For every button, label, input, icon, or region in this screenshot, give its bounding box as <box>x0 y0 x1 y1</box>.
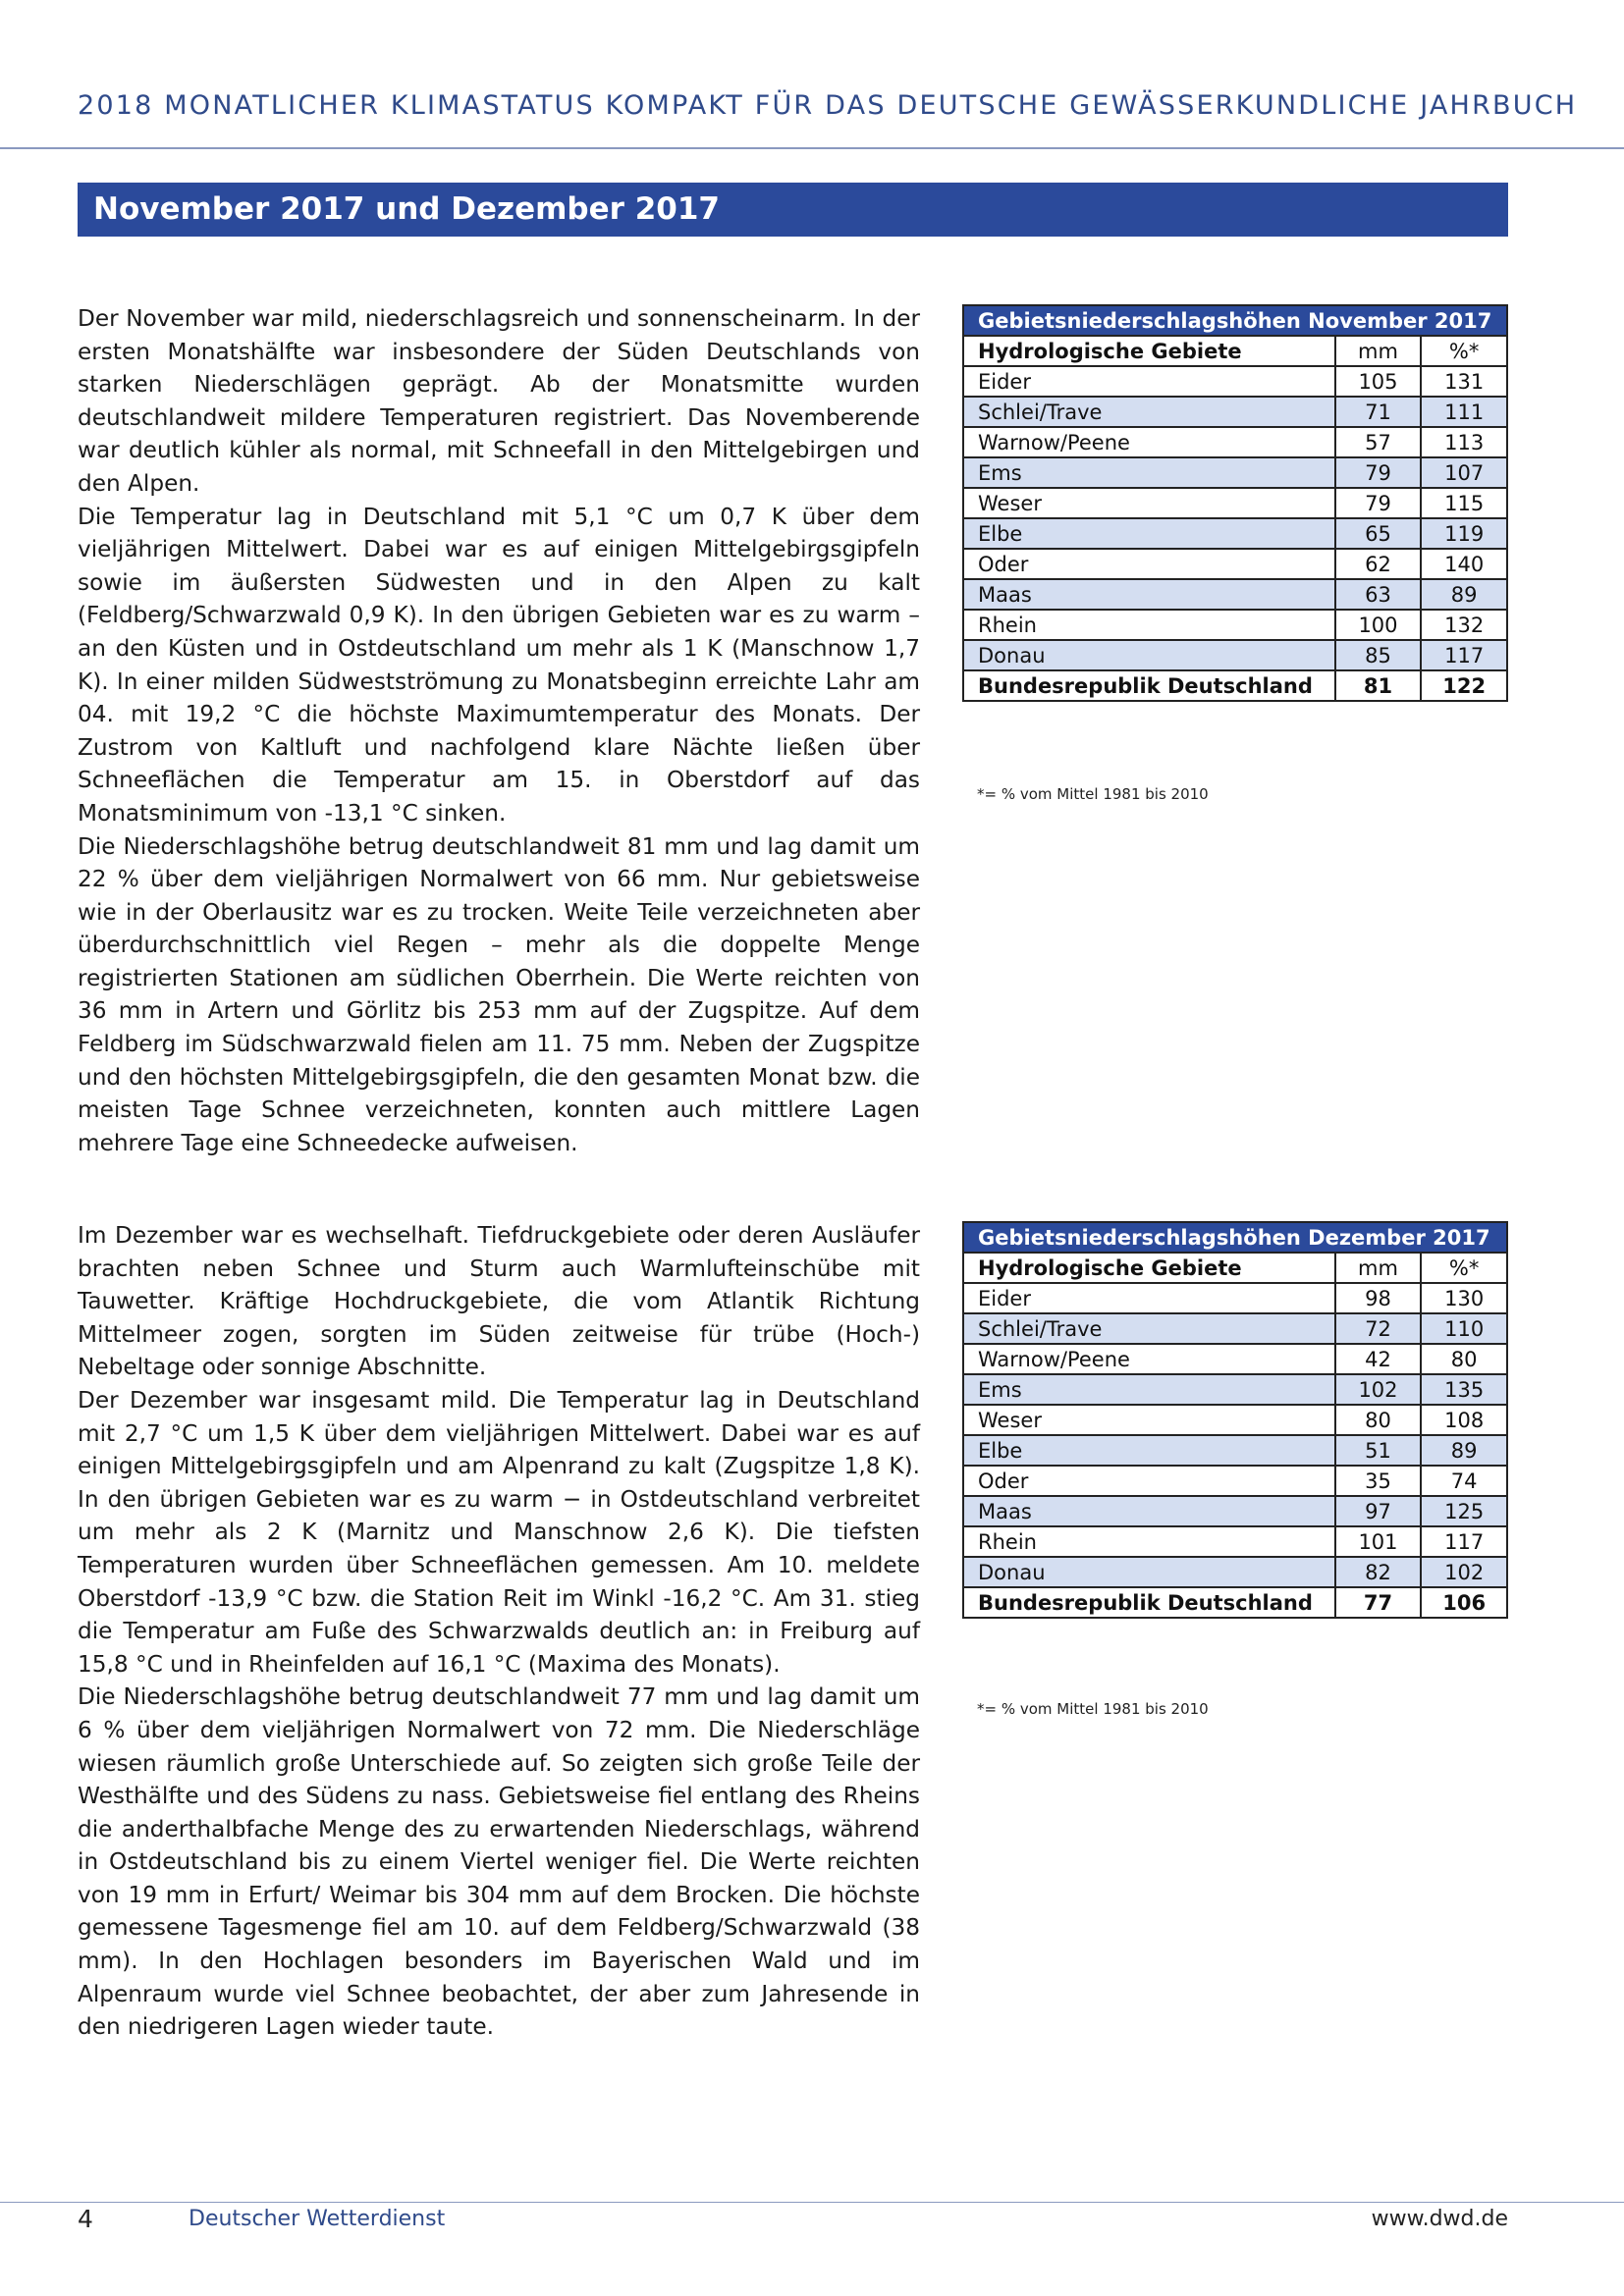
area-mm: 101 <box>1335 1526 1422 1557</box>
table-row <box>963 1313 1507 1344</box>
total-percent: 122 <box>1421 670 1507 701</box>
area-name: Eider <box>963 1283 1335 1313</box>
area-percent: 117 <box>1421 1526 1507 1557</box>
area-mm: 98 <box>1335 1283 1422 1313</box>
area-percent: 135 <box>1421 1374 1507 1405</box>
area-mm: 100 <box>1335 610 1422 640</box>
area-percent: 110 <box>1421 1313 1507 1344</box>
area-mm: 85 <box>1335 640 1422 670</box>
total-name: Bundesrepublik Deutschland <box>963 670 1335 701</box>
table-row <box>963 549 1507 579</box>
area-mm: 80 <box>1335 1405 1422 1435</box>
table-row <box>963 366 1507 397</box>
area-percent: 111 <box>1421 397 1507 427</box>
total-name: Bundesrepublik Deutschland <box>963 1587 1335 1618</box>
report-header-title: 2018 MONATLICHER KLIMASTATUS KOMPAKT FÜR DAS DEUTSCHE GEWÄSSERKUNDLICHE JAHRBUCH <box>78 90 1578 121</box>
november-precipitation-table <box>962 304 1508 702</box>
november-paragraph-2: Die Temperatur lag in Deutschland mit 5,1 °C um 0,7 K über dem vieljährigen Mittelwert. Dabei war es auf einigen Mittelgebirgsgipfeln sowie im äußersten Südwesten und in den Alpen zu kalt (Feldberg/Schwarzwald 0,9 K). In den übrigen Gebieten war es zu warm – an den Küsten und in Ostdeutschland um mehr als 1 K (Manschnow 1,7 K). In einer milden Südwestströmung zu Monatsbeginn erreichte Lahr am 04. mit 19,2 °C die höchste Maximumtemperatur des Monats. Der Zustrom von Kaltluft und nachfolgend klare Nächte ließen über Schneeflächen die Temperatur am 15. in Oberstdorf auf das Monatsminimum von -13,1 °C sinken. <box>78 503 920 827</box>
table-row <box>963 640 1507 670</box>
december-paragraph-1: Im Dezember war es wechselhaft. Tiefdruckgebiete oder deren Ausläufer brachten neben Schnee und Sturm auch Warmlufteinschübe mit Tauwetter. Kräftige Hochdruckgebiete, die vom Atlantik Richtung Mittelmeer zogen, sorgten im Süden zeitweise für trübe (Hoch-) Nebeltage oder sonnige Abschnitte. <box>78 1222 920 1381</box>
november-paragraph-1: Der November war mild, niederschlagsreich und sonnenscheinarm. In der ersten Monatshälfte war insbesondere der Süden Deutschlands von starken Niederschlägen geprägt. Ab der Monatsmitte wurden deutschlandweit mildere Temperaturen registriert. Das Novemberende war deutlich kühler als normal, mit Schneefall in den Mittelgebirgen und den Alpen. <box>78 305 920 497</box>
column-header-percent: %* <box>1421 336 1507 366</box>
area-percent: 102 <box>1421 1557 1507 1587</box>
november-table-footnote: *= % vom Mittel 1981 bis 2010 <box>977 785 1209 803</box>
area-name: Weser <box>963 488 1335 518</box>
area-percent: 89 <box>1421 579 1507 610</box>
area-percent: 119 <box>1421 518 1507 549</box>
area-name: Oder <box>963 549 1335 579</box>
table-row <box>963 1557 1507 1587</box>
area-percent: 132 <box>1421 610 1507 640</box>
total-mm: 81 <box>1335 670 1422 701</box>
area-percent: 115 <box>1421 488 1507 518</box>
area-name: Elbe <box>963 518 1335 549</box>
november-text-block <box>78 302 920 1159</box>
table-caption: Gebietsniederschlagshöhen November 2017 <box>963 305 1507 336</box>
december-table-footnote: *= % vom Mittel 1981 bis 2010 <box>977 1700 1209 1718</box>
area-percent: 108 <box>1421 1405 1507 1435</box>
section-title: November 2017 und Dezember 2017 <box>93 191 720 227</box>
table-row <box>963 610 1507 640</box>
area-name: Ems <box>963 457 1335 488</box>
area-mm: 82 <box>1335 1557 1422 1587</box>
table-row <box>963 457 1507 488</box>
area-mm: 102 <box>1335 1374 1422 1405</box>
area-mm: 35 <box>1335 1466 1422 1496</box>
website-link[interactable]: www.dwd.de <box>1371 2207 1508 2231</box>
area-percent: 113 <box>1421 427 1507 457</box>
area-name: Ems <box>963 1374 1335 1405</box>
area-percent: 89 <box>1421 1435 1507 1466</box>
area-mm: 79 <box>1335 457 1422 488</box>
table-row <box>963 397 1507 427</box>
area-mm: 97 <box>1335 1496 1422 1526</box>
table-row <box>963 1466 1507 1496</box>
table-row <box>963 1526 1507 1557</box>
area-mm: 105 <box>1335 366 1422 397</box>
area-percent: 130 <box>1421 1283 1507 1313</box>
table-total-row <box>963 1587 1507 1618</box>
december-paragraph-2: Der Dezember war insgesamt mild. Die Temperatur lag in Deutschland mit 2,7 °C um 1,5 K über dem vieljährigen Mittelwert. Dabei war es auf einigen Mittelgebirgsgipfeln und am Alpenrand zu kalt (Zugspitze 1,8 K). In den übrigen Gebieten war es zu warm − in Ostdeutschland verbreitet um mehr als 2 K (Marnitz und Manschnow 2,6 K). Die tiefsten Temperaturen wurden über Schneeflächen gemessen. Am 10. meldete Oberstdorf -13,9 °C bzw. die Station Reit im Winkl -16,2 °C. Am 31. stieg die Temperatur am Fuße des Schwarzwalds deutlich an: in Freiburg auf 15,8 °C und in Rheinfelden auf 16,1 °C (Maxima des Monats). <box>78 1386 920 1678</box>
area-name: Weser <box>963 1405 1335 1435</box>
area-mm: 71 <box>1335 397 1422 427</box>
area-name: Schlei/Trave <box>963 397 1335 427</box>
page-number: 4 <box>78 2205 93 2233</box>
area-name: Oder <box>963 1466 1335 1496</box>
area-percent: 80 <box>1421 1344 1507 1374</box>
table-row <box>963 1374 1507 1405</box>
table-row <box>963 488 1507 518</box>
area-name: Warnow/Peene <box>963 1344 1335 1374</box>
total-percent: 106 <box>1421 1587 1507 1618</box>
area-mm: 79 <box>1335 488 1422 518</box>
column-header-mm: mm <box>1335 1253 1422 1283</box>
total-mm: 77 <box>1335 1587 1422 1618</box>
area-percent: 125 <box>1421 1496 1507 1526</box>
table-row <box>963 427 1507 457</box>
area-name: Maas <box>963 579 1335 610</box>
column-header-area: Hydrologische Gebiete <box>963 336 1335 366</box>
section-title-bar <box>78 183 1508 237</box>
column-header-mm: mm <box>1335 336 1422 366</box>
area-percent: 140 <box>1421 549 1507 579</box>
area-mm: 57 <box>1335 427 1422 457</box>
area-mm: 65 <box>1335 518 1422 549</box>
area-mm: 63 <box>1335 579 1422 610</box>
table-row <box>963 1283 1507 1313</box>
column-header-percent: %* <box>1421 1253 1507 1283</box>
december-text-block <box>78 1219 920 2044</box>
header-divider <box>0 147 1624 149</box>
table-row <box>963 1496 1507 1526</box>
area-name: Rhein <box>963 610 1335 640</box>
area-name: Eider <box>963 366 1335 397</box>
table-caption: Gebietsniederschlagshöhen Dezember 2017 <box>963 1222 1507 1253</box>
table-row <box>963 579 1507 610</box>
area-name: Rhein <box>963 1526 1335 1557</box>
table-row <box>963 518 1507 549</box>
area-name: Maas <box>963 1496 1335 1526</box>
area-name: Schlei/Trave <box>963 1313 1335 1344</box>
november-paragraph-3: Die Niederschlagshöhe betrug deutschlandweit 81 mm und lag damit um 22 % über dem vieljährigen Normalwert von 66 mm. Nur gebietsweise wie in der Oberlausitz war es zu trocken. Weite Teile verzeichneten aber überdurchschnittlich viel Regen – mehr als die doppelte Menge registrierten Stationen am südlichen Oberrhein. Die Werte reichten von 36 mm in Artern und Görlitz bis 253 mm auf der Zugspitze. Auf dem Feldberg im Südschwarzwald fielen am 11. 75 mm. Neben der Zugspitze und den höchsten Mittelgebirgsgipfeln, die den gesamten Monat bzw. die meisten Tage Schnee verzeichneten, konnten auch mittlere Lagen mehrere Tage eine Schneedecke aufweisen. <box>78 832 920 1156</box>
area-mm: 42 <box>1335 1344 1422 1374</box>
footer-divider <box>0 2202 1624 2203</box>
area-name: Elbe <box>963 1435 1335 1466</box>
area-percent: 107 <box>1421 457 1507 488</box>
area-mm: 51 <box>1335 1435 1422 1466</box>
december-paragraph-3: Die Niederschlagshöhe betrug deutschlandweit 77 mm und lag damit um 6 % über dem vieljährigen Normalwert von 72 mm. Die Niederschläge wiesen räumlich große Unterschiede auf. So zeigten sich große Teile der Westhälfte und des Südens zu nass. Gebietsweise fiel entlang des Rheins die anderthalbfache Menge des zu erwartenden Niederschlags, während in Ostdeutschland bis zu einem Viertel weniger fiel. Die Werte reichten von 19 mm in Erfurt/ Weimar bis 304 mm auf dem Brocken. Die höchste gemessene Tagesmenge fiel am 10. auf dem Feldberg/Schwarzwald (38 mm). In den Hochlagen besonders im Bayerischen Wald und im Alpenraum wurde viel Schnee beobachtet, der aber zum Jahresende in den niedrigeren Lagen wieder taute. <box>78 1683 920 2041</box>
area-percent: 117 <box>1421 640 1507 670</box>
column-header-area: Hydrologische Gebiete <box>963 1253 1335 1283</box>
area-name: Donau <box>963 640 1335 670</box>
area-mm: 72 <box>1335 1313 1422 1344</box>
area-name: Donau <box>963 1557 1335 1587</box>
table-total-row <box>963 670 1507 701</box>
table-row <box>963 1405 1507 1435</box>
table-row <box>963 1435 1507 1466</box>
table-row <box>963 1344 1507 1374</box>
area-percent: 74 <box>1421 1466 1507 1496</box>
area-mm: 62 <box>1335 549 1422 579</box>
area-name: Warnow/Peene <box>963 427 1335 457</box>
area-percent: 131 <box>1421 366 1507 397</box>
december-precipitation-table <box>962 1221 1508 1619</box>
publisher-name: Deutscher Wetterdienst <box>189 2207 446 2231</box>
